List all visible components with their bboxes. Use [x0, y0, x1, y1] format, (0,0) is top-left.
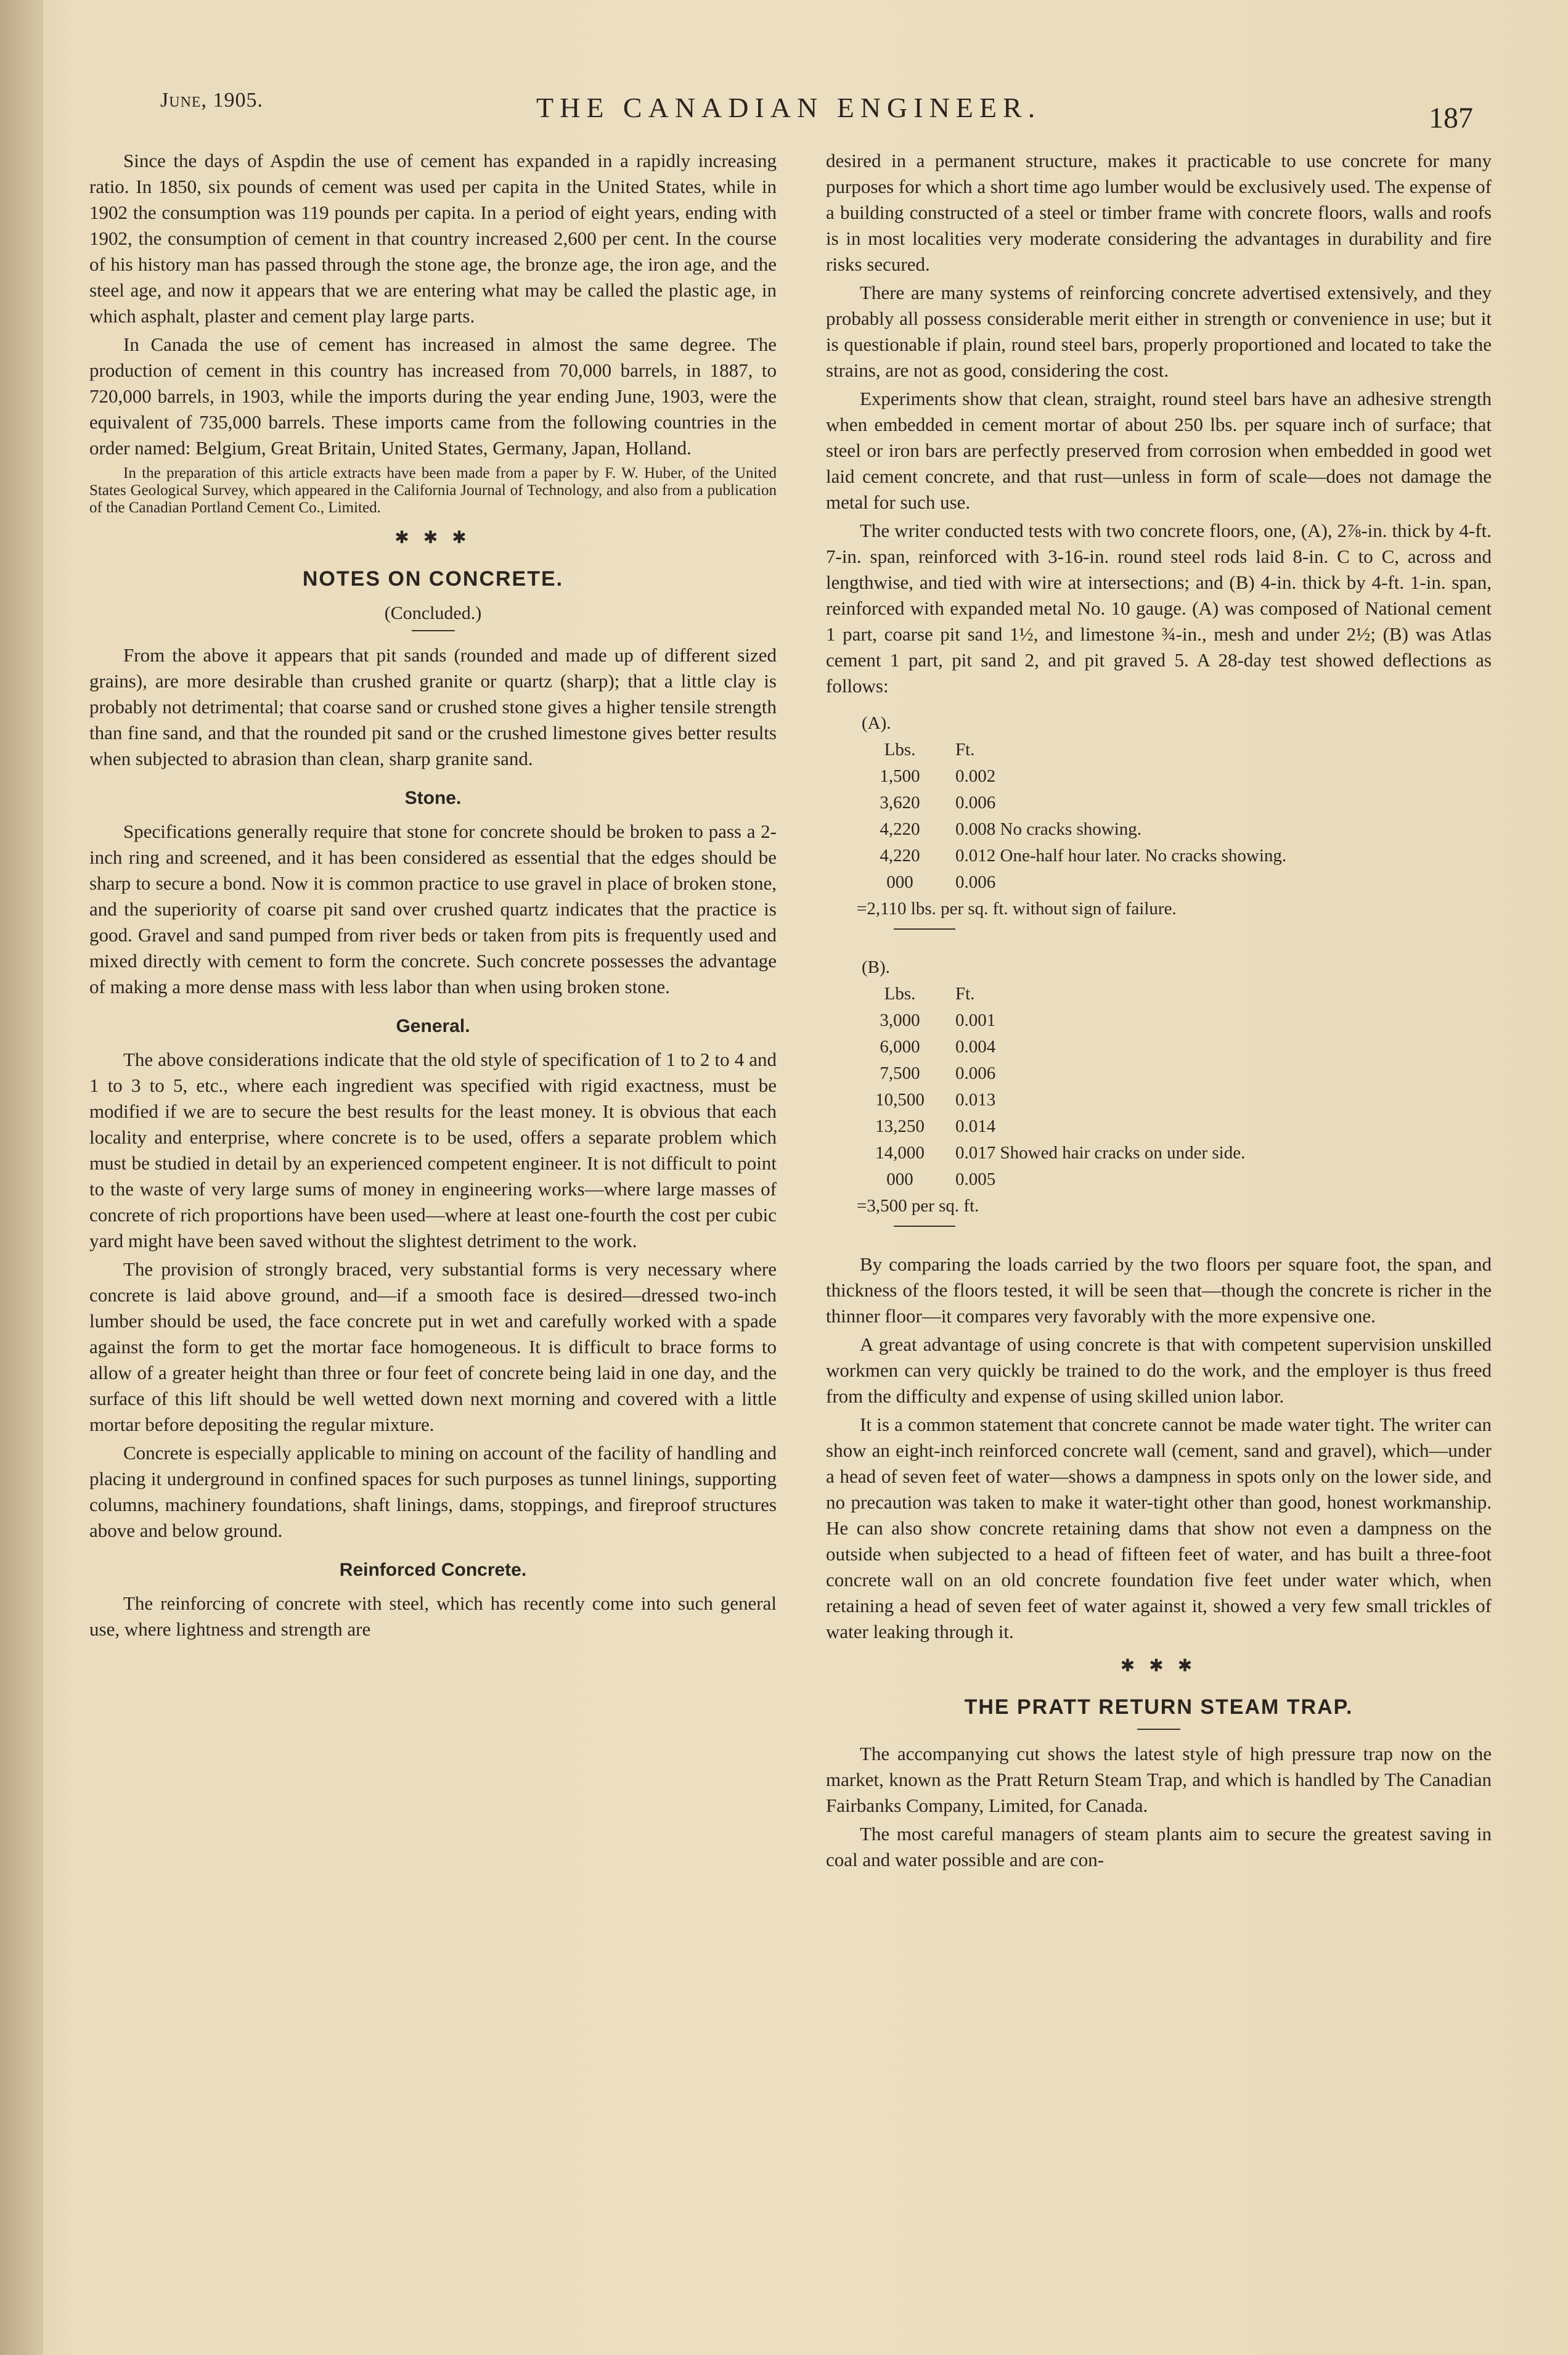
article-title: THE PRATT RETURN STEAM TRAP. — [964, 1695, 1354, 1719]
load-cell: 14,000 — [875, 1143, 925, 1163]
table-row — [844, 763, 1492, 790]
table-row — [844, 1166, 1492, 1193]
load-cell: 13,250 — [875, 1116, 925, 1136]
article-paragraph: From the above it appears that pit sands (rounded and made up of different sized grains), are more desirable than crushed granite or quartz (sharp); that a little clay is probably not detrimental; that coarse sand or crushed stone gives a higher tensile strength than fine sand, and that the rounded pit sand or the crushed limestone gives better results when subjected to abrasion than clean, sharp granite sand. — [89, 644, 777, 769]
title-rule — [1137, 1729, 1180, 1730]
table-header — [844, 737, 1492, 763]
load-cell: 4,220 — [880, 819, 920, 839]
table-row — [844, 1060, 1492, 1087]
article-paragraph: Specifications generally require that stone for concrete should be broken to pass a 2-inch ring and screened, and it has been considered as essential that the edges should be sharp to secure a bond. Now it is common practice to use gravel in place of broken stone, and the superiority of coarse pit sand over crushed quartz indicates that the practice is good. Gravel and sand pumped from river beds or taken from pits is frequently used and mixed directly with cement to form the concrete. Such concrete possesses the advantage of making a more dense mass with less labor than when using broken stone. — [89, 821, 777, 997]
load-cell: 000 — [886, 872, 913, 892]
article-paragraph: In Canada the use of cement has increased in almost the same degree. The production of cement in this country has increased from 70,000 barrels, in 1887, to 720,000 barrels, in 1903, while the imports during the year ending June, 1903, were the equivalent of 735,000 barrels. These imports came from the following countries in the order named: Belgium, Great Britain, United States, Germany, Japan, Holland. — [89, 334, 777, 459]
table-row — [844, 1087, 1492, 1113]
deflection-cell: 0.017 Showed hair cracks on under side. — [955, 1143, 1246, 1163]
table-label: (A). — [862, 713, 891, 733]
load-cell: 6,000 — [880, 1037, 920, 1057]
article-paragraph: By comparing the loads carried by the two floors per square foot, the span, and thickness of the floors tested, it will be seen that—though the concrete is richer in the thinner floor—it compares very favorably with the more expensive one. — [826, 1253, 1492, 1327]
deflection-cell: 0.008 No cracks showing. — [955, 819, 1142, 839]
issue-date: June, 1905. — [160, 89, 264, 112]
article-paragraph: The writer conducted tests with two concrete floors, one, (A), 2⅞-in. thick by 4-ft. 7-in. span, reinforced with 3-16-in. round steel rods laid 8-in. C to C, across and lengthwise, and tied with wire at intersections; and (B) 4-in. thick by 4-ft. 1-in. span, reinforced with expanded metal No. 10 gauge. (A) was composed of National cement 1 part, coarse pit sand 1½, and limestone ¾-in., mesh and under 2½; (B) was Atlas cement 1 part, pit sand 2, and pit graved 5. A 28-day test showed deflections as follows: — [826, 520, 1492, 697]
article-paragraph: The provision of strongly braced, very substantial forms is very necessary where concrete is laid above ground, and—if a smooth face is desired—dressed two-inch lumber should be used, the face concrete put in wet and carefully worked with a spade against the form to get the mortar face homogeneous. It is difficult to brace forms to allow of a greater height than three or four feet of concrete being laid in one day, and the surface of this lift should be well wetted down next morning and covered with a little mortar before depositing the regular mixture. — [89, 1258, 777, 1435]
table-rule — [894, 1226, 955, 1227]
deflection-table-b — [844, 954, 1492, 1219]
article-paragraph: Since the days of Aspdin the use of cement has expanded in a rapidly increasing ratio. In 1850, six pounds of cement was used per capita in the United States, while in 1902 the consumption was 119 pounds per capita. In a period of eight years, ending with 1902, the consumption of cement in that country increased 2,600 per cent. In the course of his history man has passed through the stone age, the bronze age, the iron age, and the steel age, and now it appears that we are entering what may be called the plastic age, in which asphalt, plaster and cement play large parts. — [89, 150, 777, 327]
title-rule — [412, 630, 455, 631]
column-header-lbs: Lbs. — [884, 984, 916, 1004]
article-paragraph: Experiments show that clean, straight, round steel bars have an adhesive strength when embedded in cement mortar of about 250 lbs. per square inch of surface; that steel or iron bars are perfectly preserved from corrosion when embedded in good wet laid cement concrete, and that rust—unless in form of scale—does not damage the metal for such use. — [826, 388, 1492, 513]
article-paragraph: A great advantage of using concrete is that with competent supervision unskilled workmen can very quickly be trained to do the work, and the employer is thus freed from the difficulty and expense of using skilled union labor. — [826, 1333, 1492, 1407]
article-paragraph: It is a common statement that concrete cannot be made water tight. The writer can show an eight-inch reinforced concrete wall (cement, sand and gravel), which—under a head of seven feet of water—shows a dampness in spots only on the lower side, and no precaution was taken to make it water-tight other than good, honest workmanship. He can also show concrete retaining dams that show not even a dampness on the outside when subjected to a head of fifteen feet of water, and has built a three-foot concrete wall on an old concrete foundation five feet under water which, when retaining a head of seven feet of water against it, showed a very few small trickles of water leaking through it. — [826, 1414, 1492, 1642]
deflection-cell: 0.006 — [955, 1063, 996, 1083]
load-cell: 3,620 — [880, 793, 920, 813]
subheading-general: General. — [396, 1016, 470, 1036]
journal-title: THE CANADIAN ENGINEER. — [536, 92, 1042, 123]
load-cell: 4,220 — [880, 846, 920, 866]
load-cell: 7,500 — [880, 1063, 920, 1083]
column-header-ft: Ft. — [955, 984, 975, 1004]
table-row — [844, 869, 1492, 896]
deflection-cell: 0.004 — [955, 1037, 996, 1057]
page-number: 187 — [1429, 102, 1473, 134]
deflection-cell: 0.001 — [955, 1010, 996, 1030]
article-subtitle: (Concluded.) — [384, 603, 482, 623]
table-row — [844, 790, 1492, 816]
table-label: (B). — [862, 957, 890, 977]
deflection-cell: 0.006 — [955, 793, 996, 813]
deflection-cell: 0.013 — [955, 1090, 996, 1110]
binding-edge — [0, 0, 43, 2355]
article-paragraph: The most careful managers of steam plants aim to secure the greatest saving in coal and water possible and are con- — [826, 1823, 1492, 1870]
deflection-cell: 0.005 — [955, 1169, 996, 1189]
table-summary: =2,110 lbs. per sq. ft. without sign of failure. — [857, 899, 1177, 919]
table-summary: =3,500 per sq. ft. — [857, 1196, 979, 1216]
deflection-cell: 0.002 — [955, 766, 996, 786]
column-header-lbs: Lbs. — [884, 740, 916, 760]
section-ornament: ✱ ✱ ✱ — [1120, 1657, 1198, 1676]
article-paragraph: Concrete is especially applicable to mining on account of the facility of handling and placing it underground in confined spaces for such purposes as tunnel linings, supporting columns, machinery foundations, shaft linings, dams, stoppings, and fireproof structures above and below ground. — [89, 1442, 777, 1541]
table-row — [844, 843, 1492, 869]
table-row — [844, 1034, 1492, 1060]
subheading-reinforced: Reinforced Concrete. — [339, 1560, 527, 1580]
deflection-table-a — [844, 710, 1492, 922]
load-cell: 10,500 — [875, 1090, 925, 1110]
table-row — [844, 1007, 1492, 1034]
right-column — [826, 148, 1492, 1875]
article-title: NOTES ON CONCRETE. — [302, 567, 564, 591]
table-header — [844, 981, 1492, 1007]
deflection-cell: 0.006 — [955, 872, 996, 892]
table-rule — [894, 928, 955, 930]
deflection-cell: 0.014 — [955, 1116, 996, 1136]
table-row — [844, 1140, 1492, 1166]
table-row — [844, 816, 1492, 843]
page-header — [160, 80, 1473, 136]
article-paragraph: The reinforcing of concrete with steel, which has recently come into such general use, where lightness and strength are — [89, 1592, 777, 1640]
subheading-stone: Stone. — [404, 788, 462, 808]
table-row — [844, 1113, 1492, 1140]
section-ornament: ✱ ✱ ✱ — [394, 528, 472, 547]
load-cell: 000 — [886, 1169, 913, 1189]
article-paragraph: The accompanying cut shows the latest style of high pressure trap now on the market, known as the Pratt Return Steam Trap, and which is handled by The Canadian Fairbanks Company, Limited, for Canada. — [826, 1743, 1492, 1816]
column-header-ft: Ft. — [955, 740, 975, 760]
article-paragraph: There are many systems of reinforcing concrete advertised extensively, and they probably all possess considerable merit either in strength or convenience in use; but it is questionable if plain, round steel bars, properly proportioned and located to take the strains, are not as good, considering the cost. — [826, 282, 1492, 381]
load-cell: 3,000 — [880, 1010, 920, 1030]
left-column — [89, 148, 777, 1645]
load-cell: 1,500 — [880, 766, 920, 786]
deflection-cell: 0.012 One-half hour later. No cracks showing. — [955, 846, 1287, 866]
article-paragraph: desired in a permanent structure, makes it practicable to use concrete for many purposes for which a short time ago lumber would be exclusively used. The expense of a building constructed of a steel or timber frame with concrete floors, walls and roofs is in most localities very moderate considering the advantages in durability and fire risks secured. — [826, 150, 1492, 275]
footnote: In the preparation of this article extracts have been made from a paper by F. W. Huber, of the United States Geological Survey, which appeared in the California Journal of Technology, and also from a publication of the Canadian Portland Cement Co., Limited. — [89, 465, 777, 516]
article-paragraph: The above considerations indicate that the old style of specification of 1 to 2 to 4 and 1 to 3 to 5, etc., where each ingredient was specified with rigid exactness, must be modified if we are to secure the best results for the least money. It is obvious that each locality and enterprise, where concrete is to be used, offers a separate problem which must be studied in detail by an experienced competent engineer. It is not difficult to point to the waste of very large sums of money in engineering works—where large masses of concrete of rich proportions have been used—where at least one-fourth the cost per cubic yard might have been saved without the slightest detriment to the work. — [89, 1049, 777, 1251]
